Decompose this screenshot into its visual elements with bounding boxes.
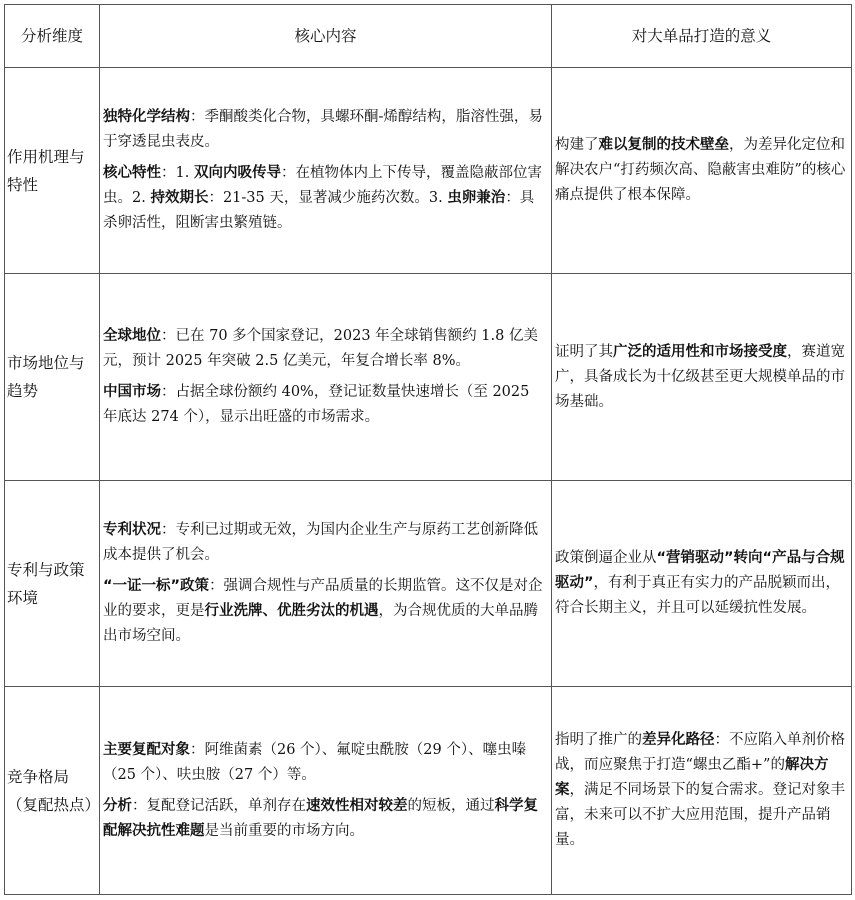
text-run: ：已在 70 多个国家登记，2023 年全球销售额约 1.8 亿美元，预计 2025 年突破 2.5 亿美元，年复合增长率 8%。 — [103, 328, 538, 369]
bold-text-run: 速效性相对较差 — [306, 797, 408, 814]
core-content-cell — [100, 68, 552, 274]
text-run: ：占据全球份额约 40%，登记证数量快速增长（至 2025 年底达 274 个），显示出旺盛的市场需求。 — [103, 384, 530, 425]
bold-text-run: 持效期长 — [150, 190, 209, 206]
text-run: 是当前重要的市场方向。 — [204, 822, 364, 839]
bold-text-run: 主要复配对象 — [103, 741, 190, 758]
significance-cell — [552, 68, 852, 274]
core-paragraph — [103, 105, 548, 155]
bold-text-run: 差异化路径 — [642, 732, 715, 748]
text-run: ：复配登记活跃，单剂存在 — [132, 797, 306, 814]
table-row — [5, 68, 852, 274]
bold-text-run: 难以复制的技术壁垒 — [598, 137, 729, 153]
bold-text-run: 核心特性 — [103, 165, 161, 181]
core-paragraph — [103, 738, 548, 788]
significance-cell — [552, 687, 852, 895]
core-content-cell — [100, 687, 552, 895]
dimension-cell: 市场地位与趋势 — [5, 274, 100, 481]
bold-text-run: “营销驱动”转向“产品与合规驱动” — [555, 550, 845, 591]
significance-paragraph — [555, 728, 848, 853]
core-paragraph — [103, 574, 548, 649]
text-run: ：强调合规性与产品质量的长期监管。这不仅是对企业的要求，更是 — [103, 578, 543, 619]
core-paragraph — [103, 324, 548, 374]
core-paragraph — [103, 518, 548, 568]
header-dimension: 分析维度 — [5, 5, 100, 68]
significance-cell — [552, 481, 852, 687]
header-core-content: 核心内容 — [100, 5, 552, 68]
dimension-cell: 专利与政策环境 — [5, 481, 100, 687]
bold-text-run: 双向内吸传导 — [193, 165, 281, 181]
significance-cell — [552, 274, 852, 481]
text-run: ，为差异化定位和解决农户“打药频次高、隐蔽害虫难防”的核心痛点提供了根本保障。 — [555, 137, 846, 203]
text-run: 证明了其 — [555, 343, 613, 360]
text-run: ：21-35 天，显著减少施药次数。3. — [208, 190, 448, 206]
bold-text-run: 中国市场 — [103, 384, 161, 400]
text-run: 政策倒逼企业从 — [555, 550, 657, 566]
dimension-cell: 竞争格局（复配热点） — [5, 687, 100, 895]
table-row — [5, 274, 852, 481]
text-run: 构建了 — [555, 137, 599, 153]
significance-paragraph — [555, 133, 848, 208]
text-run: 的短板，通过 — [407, 797, 495, 814]
bold-text-run: 解决方案 — [555, 757, 829, 798]
text-run: ，为合规优质的大单品腾出市场空间。 — [103, 603, 538, 644]
significance-paragraph — [555, 546, 848, 621]
text-run: ，有利于真正有实力的产品脱颖而出，符合长期主义，并且可以延缓抗性发展。 — [555, 575, 841, 616]
table-row — [5, 481, 852, 687]
header-row — [5, 5, 852, 68]
bold-text-run: 科学复配解决抗性难题 — [103, 797, 538, 839]
core-paragraph — [103, 794, 548, 844]
text-run: ：阿维菌素（26 个）、氟啶虫酰胺（29 个）、噻虫嗪（25 个）、呋虫胺（27 个）等。 — [103, 741, 527, 783]
dimension-cell: 作用机理与特性 — [5, 68, 100, 274]
bold-text-run: 广泛的适用性和市场接受度 — [613, 343, 787, 360]
bold-text-run: 全球地位 — [103, 328, 161, 344]
core-paragraph — [103, 161, 548, 236]
bold-text-run: “一证一标”政策 — [103, 578, 210, 594]
bold-text-run: 专利状况 — [103, 522, 161, 538]
text-run: ，满足不同场景下的复合需求。登记对象丰富，未来可以不扩大应用范围，提升产品销量。 — [555, 782, 845, 848]
text-run: ：专利已过期或无效，为国内企业生产与原药工艺创新降低成本提供了机会。 — [103, 522, 538, 563]
core-content-cell — [100, 481, 552, 687]
bold-text-run: 分析 — [103, 797, 132, 814]
bold-text-run: 独特化学结构 — [103, 109, 190, 125]
text-run: ：在植物体内上下传导，覆盖隐蔽部位害虫。2. — [103, 165, 542, 206]
table-row — [5, 687, 852, 895]
text-run: 指明了推广的 — [555, 732, 642, 748]
bold-text-run: 虫卵兼治 — [447, 190, 506, 206]
core-content-cell — [100, 274, 552, 481]
text-run: ：具杀卵活性，阻断害虫繁殖链。 — [103, 190, 535, 231]
text-run: ：季酮酸类化合物，具螺环酮-烯醇结构，脂溶性强，易于穿透昆虫表皮。 — [103, 109, 543, 150]
text-run: ：1. — [161, 165, 194, 181]
analysis-table — [4, 4, 852, 895]
text-run: ：不应陷入单剂价格战，而应聚焦于打造“螺虫乙酯+”的 — [555, 732, 845, 773]
core-paragraph — [103, 380, 548, 430]
bold-text-run: 行业洗牌、优胜劣汰的机遇 — [204, 603, 379, 619]
header-significance: 对大单品打造的意义 — [552, 5, 852, 68]
text-run: ，赛道宽广，具备成长为十亿级甚至更大规模单品的市场基础。 — [555, 343, 845, 410]
significance-paragraph — [555, 340, 848, 415]
